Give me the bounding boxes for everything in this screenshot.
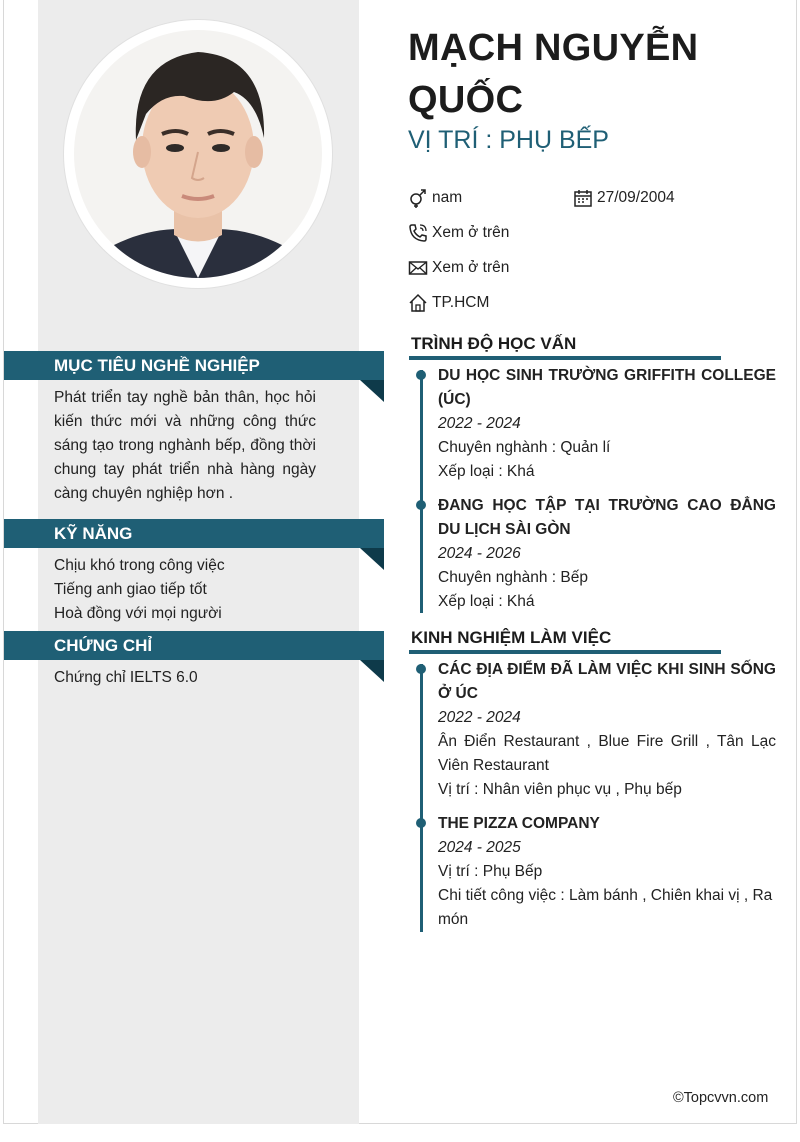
school-major: Chuyên nghành : Bếp xyxy=(438,569,588,586)
timeline-dot xyxy=(416,500,426,510)
objective-header xyxy=(4,351,384,380)
school-major: Chuyên nghành : Quản lí xyxy=(438,439,611,456)
skills-header xyxy=(4,519,384,548)
certificates-title: CHỨNG CHỈ xyxy=(54,636,153,655)
workplace-name: CÁC ĐỊA ĐIỂM ĐÃ LÀM VIỆC KHI SINH SỐNG Ở ÚC xyxy=(438,661,776,702)
phone-icon xyxy=(408,223,428,243)
work-years: 2024 - 2025 xyxy=(438,839,521,856)
dob-value: 27/09/2004 xyxy=(597,189,675,206)
phone-row xyxy=(408,223,509,243)
school-years: 2024 - 2026 xyxy=(438,545,521,562)
experience-item xyxy=(438,658,776,802)
work-years: 2022 - 2024 xyxy=(438,709,521,726)
gender-row xyxy=(408,188,462,208)
school-years: 2022 - 2024 xyxy=(438,415,521,432)
education-item xyxy=(438,494,776,614)
school-name: DU HỌC SINH TRƯỜNG GRIFFITH COLLEGE (ÚC) xyxy=(438,367,776,408)
certificates-header-fold xyxy=(360,660,384,682)
certificates-header xyxy=(4,631,384,660)
timeline-dot xyxy=(416,664,426,674)
experience-item xyxy=(438,812,776,932)
work-detail: Ân Điển Restaurant , Blue Fire Grill , Tân Lạc Viên Restaurant xyxy=(438,733,776,774)
skills-list xyxy=(54,554,316,626)
calendar-icon xyxy=(573,188,593,208)
work-detail: Vị trí : Nhân viên phục vụ , Phụ bếp xyxy=(438,781,682,798)
candidate-name: MẠCH NGUYỄN QUỐC xyxy=(408,27,699,121)
workplace-name: THE PIZZA COMPANY xyxy=(438,815,600,832)
profile-photo xyxy=(74,30,322,278)
home-icon xyxy=(408,293,428,313)
school-grade: Xếp loại : Khá xyxy=(438,463,535,480)
phone-value: Xem ở trên xyxy=(432,224,510,241)
work-detail: Vị trí : Phụ Bếp xyxy=(438,863,543,880)
education-timeline xyxy=(420,370,423,613)
skill-item: Hoà đồng với mọi người xyxy=(54,605,222,622)
objective-header-fold xyxy=(360,380,384,402)
objective-title: MỤC TIÊU NGHỀ NGHIỆP xyxy=(54,356,260,375)
experience-title: KINH NGHIỆM LÀM VIỆC xyxy=(411,628,612,647)
dob-row xyxy=(573,188,675,208)
address-row xyxy=(408,293,489,313)
education-underline xyxy=(409,356,721,360)
footer-credit: ©Topcvvn.com xyxy=(673,1090,769,1106)
portrait-illustration xyxy=(74,30,322,278)
timeline-dot xyxy=(416,818,426,828)
timeline-dot xyxy=(416,370,426,380)
certificate-item: Chứng chỉ IELTS 6.0 xyxy=(54,669,198,686)
skill-item: Chịu khó trong công việc xyxy=(54,557,225,574)
education-title: TRÌNH ĐỘ HỌC VẤN xyxy=(411,334,577,353)
school-name: ĐANG HỌC TẬP TẠI TRƯỜNG CAO ĐẲNG DU LỊCH SÀI GÒN xyxy=(438,497,776,538)
experience-timeline xyxy=(420,664,423,932)
experience-underline xyxy=(409,650,721,654)
email-icon xyxy=(408,258,428,278)
work-detail: Chi tiết công việc : Làm bánh , Chiên khai vị , Ra món xyxy=(438,887,773,928)
education-item xyxy=(438,364,776,484)
objective-text: Phát triển tay nghề bản thân, học hỏi kiến thức mới và những công thức sáng tạo trong nghành bếp, đồng thời chung tay phát triển nhà hàng ngày càng chuyên nghiệp hơn . xyxy=(54,389,316,502)
gender-icon xyxy=(408,188,428,208)
school-grade: Xếp loại : Khá xyxy=(438,593,535,610)
certificates-list xyxy=(54,666,316,690)
skills-header-fold xyxy=(360,548,384,570)
job-position: VỊ TRÍ : PHỤ BẾP xyxy=(408,126,609,154)
skill-item: Tiếng anh giao tiếp tốt xyxy=(54,581,207,598)
email-row xyxy=(408,258,509,278)
email-value: Xem ở trên xyxy=(432,259,510,276)
address-value: TP.HCM xyxy=(432,294,490,311)
gender-value: nam xyxy=(432,189,463,206)
skills-title: KỸ NĂNG xyxy=(54,524,133,543)
